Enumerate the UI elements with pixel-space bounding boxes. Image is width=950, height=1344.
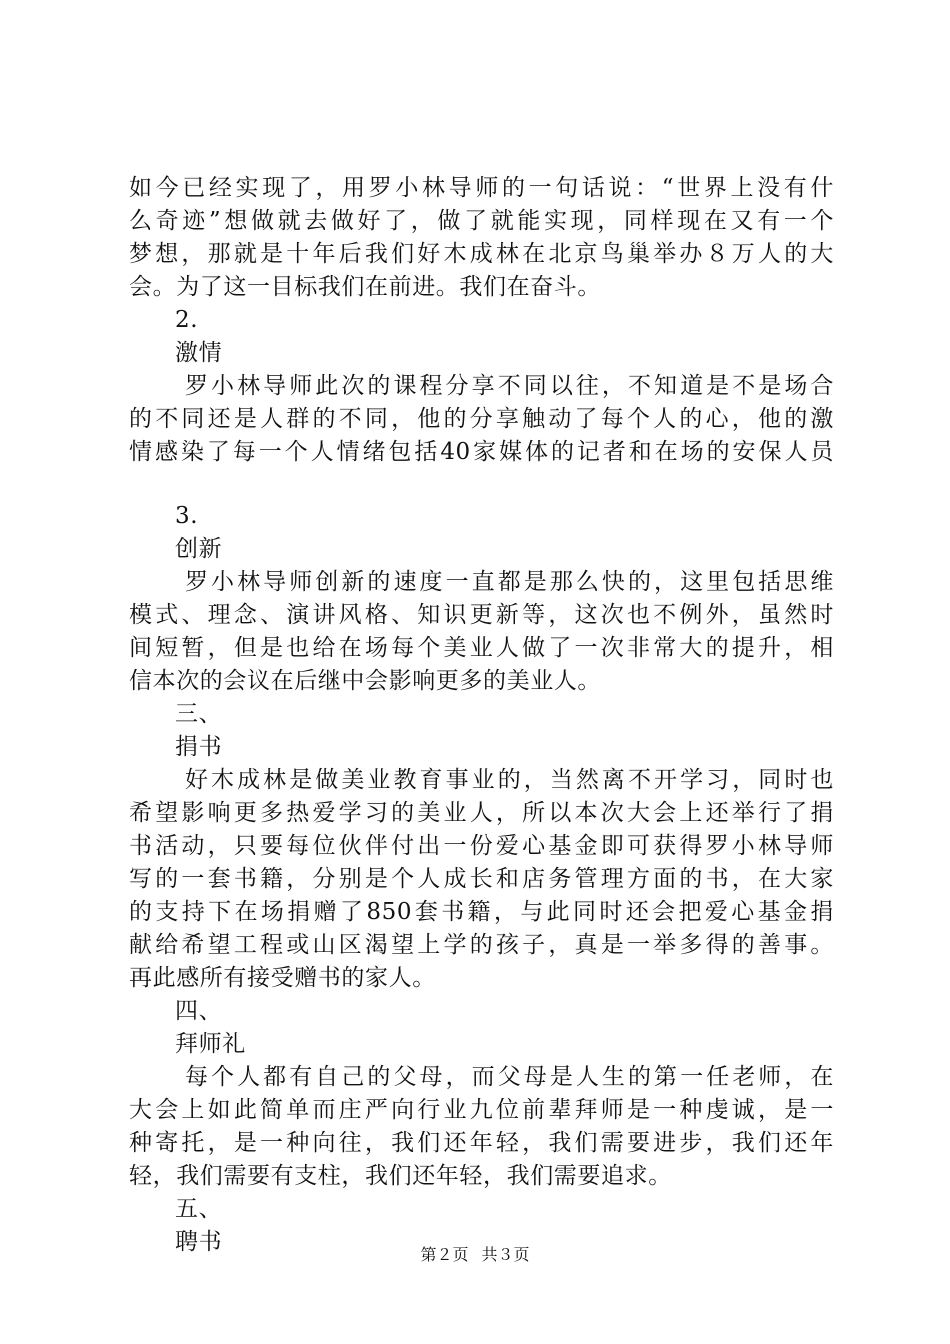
paragraph-line: 会。为了这一目标我们在前进。我们在奋斗。 — [129, 274, 601, 300]
paragraph-line: 梦想，那就是十年后我们好木成林在北京鸟巢举办８万人的大 — [129, 241, 834, 267]
page-number: 第２页 — [420, 1245, 469, 1264]
paragraph-line: 写的一套书籍，分别是个人成长和店务管理方面的书，在大家 — [129, 866, 834, 892]
section-number: 2. — [175, 307, 199, 333]
paragraph-line: 如今已经实现了，用罗小林导师的一句话说：“世界上没有什 — [129, 175, 834, 201]
page-footer — [0, 1245, 950, 1265]
document-body — [129, 172, 834, 1259]
section-title: 拜师礼 — [175, 1031, 246, 1057]
section-title: 创新 — [175, 536, 223, 562]
section-title: 聘书 — [175, 1229, 223, 1255]
paragraph-line: 信本次的会议在后继中会影响更多的美业人。 — [129, 668, 601, 694]
blank-line — [129, 469, 834, 500]
paragraph-line: 间短暂，但是也给在场每个美业人做了一次非常大的提升，相 — [129, 635, 834, 661]
paragraph-line: 书活动，只要每位伙伴付出一份爱心基金即可获得罗小林导师 — [129, 833, 834, 859]
section-number: 3. — [175, 503, 199, 529]
paragraph-line: 好木成林是做美业教育事业的，当然离不开学习，同时也 — [185, 767, 834, 793]
paragraph-line: 罗小林导师此次的课程分享不同以往，不知道是不是场合 — [185, 373, 834, 399]
section-number: 四、 — [175, 998, 223, 1024]
section-title: 激情 — [175, 340, 223, 366]
paragraph-line: 种寄托，是一种向往，我们还年轻，我们需要进步，我们还年 — [129, 1130, 834, 1156]
paragraph-line: 罗小林导师创新的速度一直都是那么快的，这里包括思维 — [185, 569, 834, 595]
section-title: 捐书 — [175, 734, 223, 760]
paragraph-line: 再此感所有接受赠书的家人。 — [129, 965, 436, 991]
paragraph-line: 每个人都有自己的父母，而父母是人生的第一任老师，在 — [185, 1064, 834, 1090]
paragraph-line: 轻，我们需要有支柱，我们还年轻，我们需要追求。 — [129, 1163, 672, 1189]
paragraph-line: 的不同还是人群的不同，他的分享触动了每个人的心，他的激 — [129, 406, 834, 432]
section-number: 三、 — [175, 701, 223, 727]
paragraph-line: 大会上如此简单而庄严向行业九位前辈拜师是一种虔诚，是一 — [129, 1097, 834, 1123]
paragraph-line: 么奇迹”想做就去做好了，做了就能实现，同样现在又有一个 — [129, 208, 834, 234]
paragraph-line: 希望影响更多热爱学习的美业人，所以本次大会上还举行了捐 — [129, 800, 834, 826]
section-number: 五、 — [175, 1196, 223, 1222]
paragraph-line: 献给希望工程或山区渴望上学的孩子，真是一举多得的善事。 — [129, 932, 834, 958]
paragraph-line: 情感染了每一个人情绪包括40家媒体的记者和在场的安保人员 — [129, 439, 834, 465]
paragraph-line: 模式、理念、演讲风格、知识更新等，这次也不例外，虽然时 — [129, 602, 834, 628]
page-total: 共３页 — [481, 1245, 530, 1264]
paragraph-line: 的支持下在场捐赠了850套书籍，与此同时还会把爱心基金捐 — [129, 899, 834, 925]
